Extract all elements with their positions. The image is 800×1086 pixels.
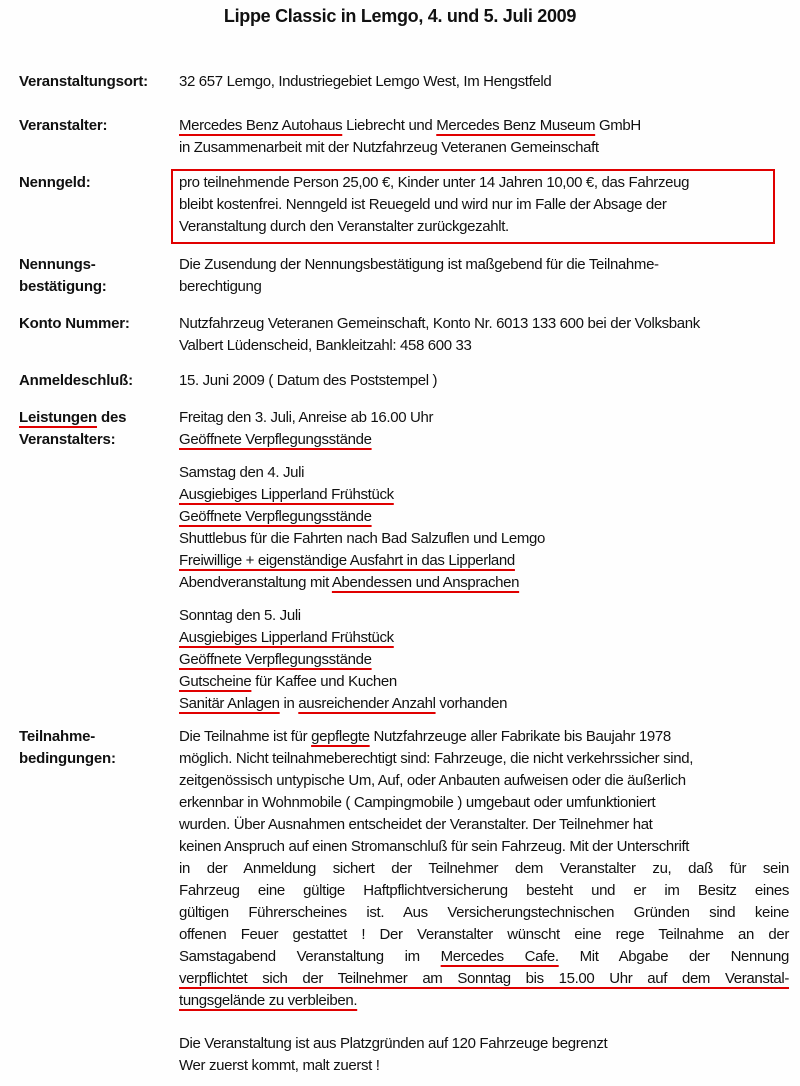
text-line — [179, 990, 789, 1012]
list-item — [179, 649, 789, 671]
text-span: Abendveranstaltung mit — [179, 574, 332, 591]
footer-line: Wer zuerst kommt, malt zuerst ! — [179, 1057, 380, 1074]
text-span: GmbH — [595, 117, 641, 134]
text-span: des — [97, 409, 127, 426]
label-line: Nennungs- — [19, 256, 96, 273]
text-line: berechtigung — [179, 278, 262, 295]
footer-line: Die Veranstaltung ist aus Platzgründen auf 120 Fahrzeuge begrenzt — [179, 1035, 608, 1052]
text-line: Fahrzeug eine gültige Haftpflichtversicherung besteht und er im Besitz eines — [179, 882, 789, 899]
highlight-underline-line: verpflichtet sich der Teilnehmer am Sonntag bis 15.00 Uhr auf dem Veranstal- — [179, 970, 789, 987]
text-line: zeitgenössisch untypische Um, Auf, oder Anbauten aufweisen oder die äußerlich — [179, 772, 686, 789]
text-line: gültigen Führerscheines ist. Aus Versicherungstechnischen Gründen sind keine — [179, 904, 789, 921]
highlight-underline: Gutscheine — [179, 673, 252, 690]
text-line: offenen Feuer gestattet ! Der Veranstalter wünscht eine rege Teilnahme an der — [179, 926, 789, 943]
content-nennungsbestaetigung — [179, 254, 789, 298]
day-heading: Samstag den 4. Juli — [179, 464, 305, 481]
text-line: erkennbar in Wohnmobile ( Campingmobile ) umgebaut oder umfunktioniert — [179, 794, 656, 811]
label-leistungen — [19, 407, 126, 451]
list-item — [179, 693, 789, 715]
content-nenngeld — [179, 172, 789, 238]
text-line: keinen Anspruch auf einen Stromanschluß für sein Fahrzeug. Mit der Unterschrift — [179, 838, 690, 855]
highlight-underline: Mercedes Benz Autohaus — [179, 117, 343, 134]
label-line: Veranstalters: — [19, 431, 116, 448]
label-veranstaltungsort: Veranstaltungsort: — [19, 73, 148, 90]
label-nenngeld: Nenngeld: — [19, 174, 91, 191]
text-span: Die Teilnahme ist für — [179, 728, 312, 745]
document-title: Lippe Classic in Lemgo, 4. und 5. Juli 2009 — [223, 6, 577, 26]
text-line: Nutzfahrzeug Veteranen Gemeinschaft, Konto Nr. 6013 133 600 bei der Volksbank — [179, 315, 700, 332]
text-line: pro teilnehmende Person 25,00 €, Kinder unter 14 Jahren 10,00 €, das Fahrzeug — [179, 174, 690, 191]
highlight-underline: Mercedes Cafe. — [440, 948, 559, 965]
text-line: in der Anmeldung sichert der Teilnehmer dem Veranstalter zu, daß für sein — [179, 860, 789, 877]
label-line: bedingungen: — [19, 750, 116, 767]
list-item — [179, 484, 789, 506]
highlight-underline: Geöffnete Verpflegungsstände — [179, 651, 372, 668]
list-item — [179, 572, 789, 594]
text-span: Mit Abgabe der Nennung — [558, 948, 789, 965]
highlight-underline: Geöffnete Verpflegungsstände — [179, 508, 372, 525]
label-nennungsbestaetigung — [19, 254, 107, 298]
highlight-underline: Geöffnete Verpflegungsstände — [179, 431, 372, 448]
label-line — [19, 407, 126, 429]
highlight-underline: tungsgelände zu verbleiben. — [179, 992, 358, 1009]
list-item — [179, 627, 789, 649]
day-heading: Freitag den 3. Juli, Anreise ab 16.00 Uhr — [179, 409, 434, 426]
text-span: Samstagabend Veranstaltung im — [179, 948, 441, 965]
text-line: in Zusammenarbeit mit der Nutzfahrzeug Veteranen Gemeinschaft — [179, 139, 599, 156]
list-item — [179, 429, 789, 451]
label-teilnahmebedingungen — [19, 726, 116, 770]
highlight-underline: ausreichender Anzahl — [298, 695, 436, 712]
text-line — [179, 946, 789, 968]
content-leistungen-samstag — [179, 462, 789, 594]
content-leistungen-freitag — [179, 407, 789, 451]
highlight-underline: Mercedes Benz Museum — [436, 117, 596, 134]
text-line: wurden. Über Ausnahmen entscheidet der Veranstalter. Der Teilnehmer hat — [179, 816, 653, 833]
highlight-underline: Ausgiebiges Lipperland Frühstück — [179, 629, 394, 646]
text-line: 32 657 Lemgo, Industriegebiet Lemgo West, Im Hengstfeld — [179, 73, 552, 90]
text-span: Nutzfahrzeuge aller Fabrikate bis Baujahr 1978 — [369, 728, 671, 745]
list-item — [179, 550, 789, 572]
text-line — [179, 726, 789, 748]
highlight-underline: gepflegte — [311, 728, 370, 745]
highlight-underline: Leistungen — [19, 409, 98, 426]
text-span: Liebrecht und — [342, 117, 437, 134]
content-veranstalter — [179, 115, 789, 159]
label-veranstalter: Veranstalter: — [19, 117, 108, 134]
highlight-underline: Abendessen und Ansprachen — [331, 574, 520, 591]
content-footer — [179, 1033, 789, 1077]
text-line — [179, 115, 789, 137]
text-span: in — [279, 695, 299, 712]
text-line: bleibt kostenfrei. Nenngeld ist Reuegeld und wird nur im Falle der Absage der — [179, 196, 667, 213]
content-veranstaltungsort — [179, 71, 789, 93]
text-span: vorhanden — [435, 695, 508, 712]
list-item: Shuttlebus für die Fahrten nach Bad Salzuflen und Lemgo — [179, 530, 546, 547]
highlight-underline: Freiwillige + eigenständige Ausfahrt in das Lipperland — [179, 552, 515, 569]
content-konto-nummer — [179, 313, 789, 357]
content-leistungen-sonntag — [179, 605, 789, 715]
highlight-underline: Sanitär Anlagen — [179, 695, 280, 712]
text-line: Valbert Lüdenscheid, Bankleitzahl: 458 600 33 — [179, 337, 472, 354]
content-teilnahmebedingungen — [179, 726, 789, 1012]
list-item — [179, 506, 789, 528]
list-item — [179, 671, 789, 693]
content-anmeldeschluss — [179, 370, 789, 392]
text-line: 15. Juni 2009 ( Datum des Poststempel ) — [179, 372, 438, 389]
text-line: Die Zusendung der Nennungsbestätigung ist maßgebend für die Teilnahme- — [179, 256, 659, 273]
text-line: möglich. Nicht teilnahmeberechtigt sind: Fahrzeuge, die nicht verkehrssicher sind, — [179, 750, 694, 767]
label-anmeldeschluss: Anmeldeschluß: — [19, 372, 133, 389]
label-konto-nummer: Konto Nummer: — [19, 315, 130, 332]
text-span: für Kaffee und Kuchen — [251, 673, 397, 690]
text-line: Veranstaltung durch den Veranstalter zurückgezahlt. — [179, 218, 509, 235]
day-heading: Sonntag den 5. Juli — [179, 607, 301, 624]
highlight-underline: Ausgiebiges Lipperland Frühstück — [179, 486, 394, 503]
label-line: Teilnahme- — [19, 728, 96, 745]
label-line: bestätigung: — [19, 278, 107, 295]
